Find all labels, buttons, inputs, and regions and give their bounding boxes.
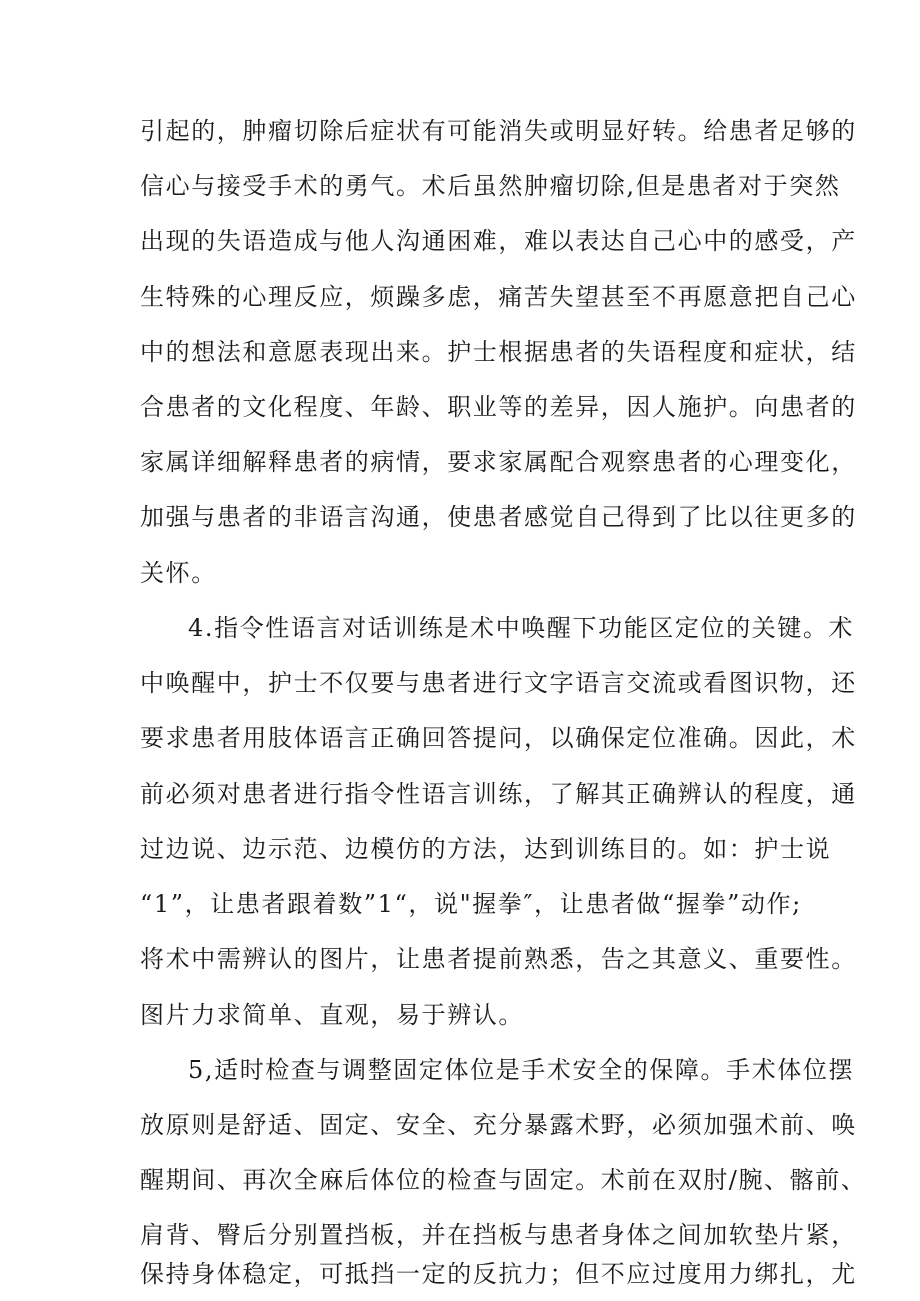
paragraph-line: 保持身体稳定，可抵挡一定的反抗力；但不应过度用力绑扎，尤 <box>140 1260 857 1288</box>
paragraph-line: 家属详细解释患者的病情，要求家属配合观察患者的心理变化， <box>140 448 857 476</box>
paragraph-line: 醒期间、再次全麻后体位的检查与固定。术前在双肘/腕、髂前、 <box>140 1166 867 1194</box>
paragraph-line: 中唤醒中，护士不仅要与患者进行文字语言交流或看图识物，还 <box>140 669 857 697</box>
paragraph-line: 生特殊的心理反应，烦躁多虑，痛苦失望甚至不再愿意把自己心 <box>140 283 857 311</box>
paragraph-line: 图片力求简单、直观，易于辨认。 <box>140 1001 524 1029</box>
paragraph-line: 引起的，肿瘤切除后症状有可能消失或明显好转。给患者足够的 <box>140 117 857 145</box>
paragraph-line: 关怀。 <box>140 559 217 587</box>
paragraph-line: 信心与接受手术的勇气。术后虽然肿瘤切除,但是患者对于突然 <box>140 172 841 200</box>
paragraph-line: 4.指令性语言对话训练是术中唤醒下功能区定位的关键。术 <box>188 614 855 642</box>
paragraph-line: 要求患者用肢体语言正确回答提问，以确保定位准确。因此，术 <box>140 724 857 752</box>
paragraph-line: 加强与患者的非语言沟通，使患者感觉自己得到了比以往更多的 <box>140 503 857 531</box>
paragraph-line: 放原则是舒适、固定、安全、充分暴露术野，必须加强术前、唤 <box>140 1111 857 1139</box>
paragraph-line: 将术中需辨认的图片，让患者提前熟悉，告之其意义、重要性。 <box>140 945 857 973</box>
paragraph-line: 肩背、臀后分别置挡板，并在挡板与患者身体之间加软垫片紧， <box>140 1221 857 1249</box>
paragraph-line: 过边说、边示范、边模仿的方法，达到训练目的。如：护士说 <box>140 835 832 863</box>
paragraph-line: 合患者的文化程度、年龄、职业等的差异，因人施护。向患者的 <box>140 393 857 421</box>
paragraph-line: 出现的失语造成与他人沟通困难，难以表达自己心中的感受，产 <box>140 227 857 255</box>
paragraph-line: 5,适时检查与调整固定体位是手术安全的保障。手术体位摆 <box>188 1056 855 1084</box>
paragraph-line: 前必须对患者进行指令性语言训练，了解其正确辨认的程度，通 <box>140 780 857 808</box>
paragraph-line: “1”，让患者跟着数”1“，说"握拳″，让患者做“握拳”动作; <box>140 890 802 918</box>
paragraph-line: 中的想法和意愿表现出来。护士根据患者的失语程度和症状，结 <box>140 338 857 366</box>
